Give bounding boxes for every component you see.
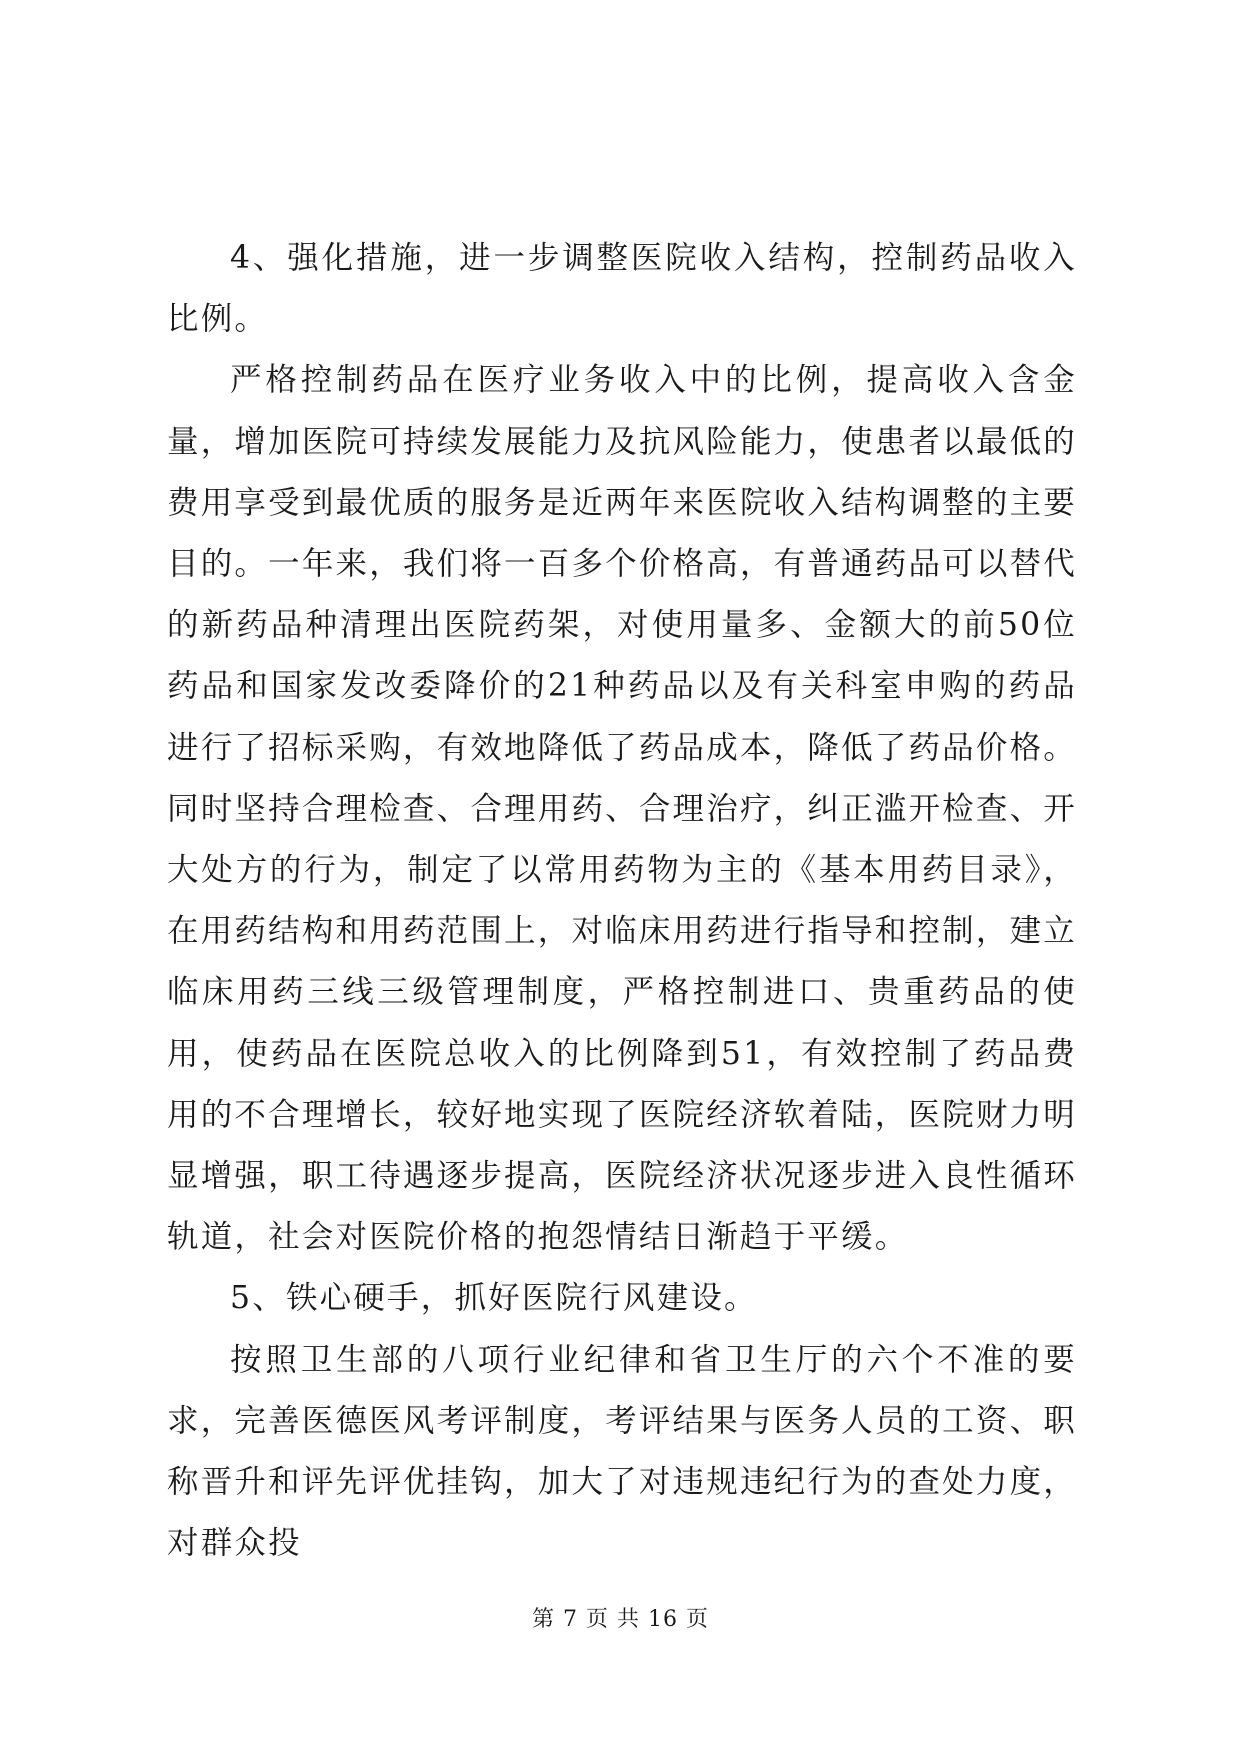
body-paragraph: 严格控制药品在医疗业务收入中的比例，提高收入含金量，增加医院可持续发展能力及抗风险能力，使患者以最低的费用享受到最优质的服务是近两年来医院收入结构调整的主要目的。一年来，我们将一百多个价格高，有普通药品可以替代的新药品种清理出医院药架，对使用量多、金额大的前50位药品和国家发改委降价的21种药品以及有关科室申购的药品进行了招标采购，有效地降低了药品成本，降低了药品价格。同时坚持合理检查、合理用药、合理治疗，纠正滥开检查、开大处方的行为，制定了以常用药物为主的《基本用药目录》，在用药结构和用药范围上，对临床用药进行指导和控制，建立临床用药三线三级管理制度，严格控制进口、贵重药品的使用，使药品在医院总收入的比例降到51，有效控制了药品费用的不合理增长，较好地实现了医院经济软着陆，医院财力明显增强，职工待遇逐步提高，医院经济状况逐步进入良性循环轨道，社会对医院价格的抱怨情结日渐趋于平缓。 [167, 362, 1077, 1256]
section-heading-5: 5、铁心硬手，抓好医院行风建设。 [230, 1280, 758, 1317]
body-paragraph: 按照卫生部的八项行业纪律和省卫生厅的六个不准的要求，完善医德医风考评制度，考评结果与医务人员的工资、职称晋升和评先评优挂钩，加大了对违规违纪行为的查处力度，对群众投 [167, 1341, 1077, 1562]
page-number-footer: 第 7 页 共 16 页 [532, 1607, 709, 1632]
page-body [167, 228, 1077, 1574]
section-heading-4: 4、强化措施，进一步调整医院收入结构，控制药品收入比例。 [167, 240, 1077, 338]
